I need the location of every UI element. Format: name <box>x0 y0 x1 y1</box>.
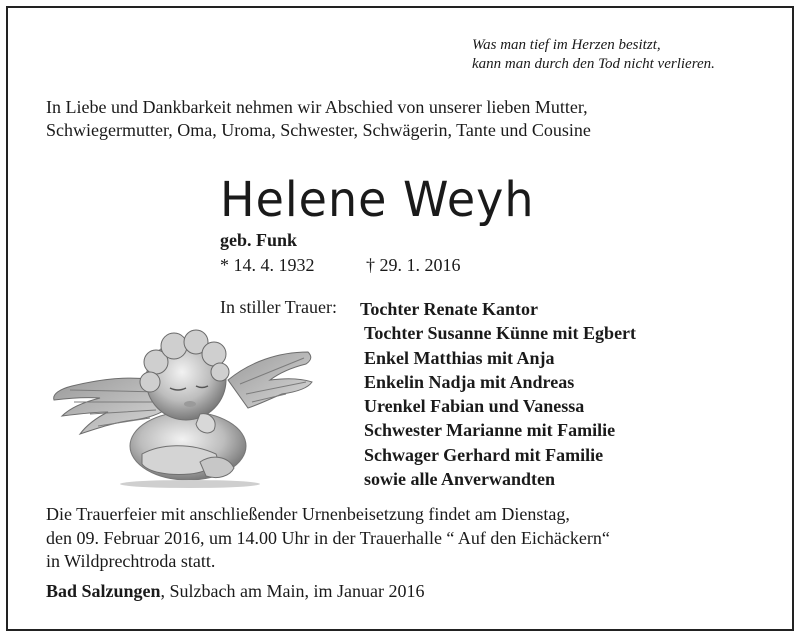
motto-line-1: Was man tief im Herzen besitzt, <box>472 37 661 53</box>
mourner-item: Enkelin Nadja mit Andreas <box>364 371 575 392</box>
birth-date: * 14. 4. 1932 <box>220 255 315 275</box>
intro-text <box>46 96 591 142</box>
service-line-1: Die Trauerfeier mit anschließender Urnenbeisetzung findet am Dienstag, <box>46 504 570 524</box>
mourning-label: In stiller Trauer: <box>220 297 337 317</box>
mourner-item: Tochter Renate Kantor <box>360 299 538 319</box>
motto-line-2: kann man durch den Tod nicht verlieren. <box>472 56 715 72</box>
place-date-line <box>46 581 425 602</box>
mourner-item: Schwager Gerhard mit Familie <box>364 444 604 465</box>
life-dates <box>220 255 461 276</box>
deceased-name: Helene Weyh <box>220 170 535 228</box>
service-info <box>46 503 610 574</box>
mourner-item: Tochter Susanne Künne mit Egbert <box>364 323 637 344</box>
place-rest: , Sulzbach am Main, im Januar 2016 <box>160 581 425 601</box>
intro-line-1: In Liebe und Dankbarkeit nehmen wir Abschied von unserer lieben Mutter, <box>46 97 588 117</box>
angel-icon <box>50 322 315 490</box>
mourner-item: Schwester Marianne mit Familie <box>364 420 616 441</box>
birth-name: geb. Funk <box>220 230 298 250</box>
mourner-item: Urenkel Fabian und Vanessa <box>364 396 585 417</box>
service-line-3: in Wildprechtroda statt. <box>46 551 216 571</box>
mourners-list <box>358 297 636 491</box>
mourner-item: sowie alle Anverwandten <box>364 469 555 490</box>
motto-quote <box>472 36 715 74</box>
intro-line-2: Schwiegermutter, Oma, Uroma, Schwester, Schwägerin, Tante und Cousine <box>46 120 591 140</box>
mourner-item: Enkel Matthias mit Anja <box>364 347 555 368</box>
service-line-2: den 09. Februar 2016, um 14.00 Uhr in der Trauerhalle “ Auf den Eichäckern“ <box>46 527 610 548</box>
death-date: † 29. 1. 2016 <box>366 255 461 275</box>
place-city: Bad Salzungen <box>46 581 161 601</box>
